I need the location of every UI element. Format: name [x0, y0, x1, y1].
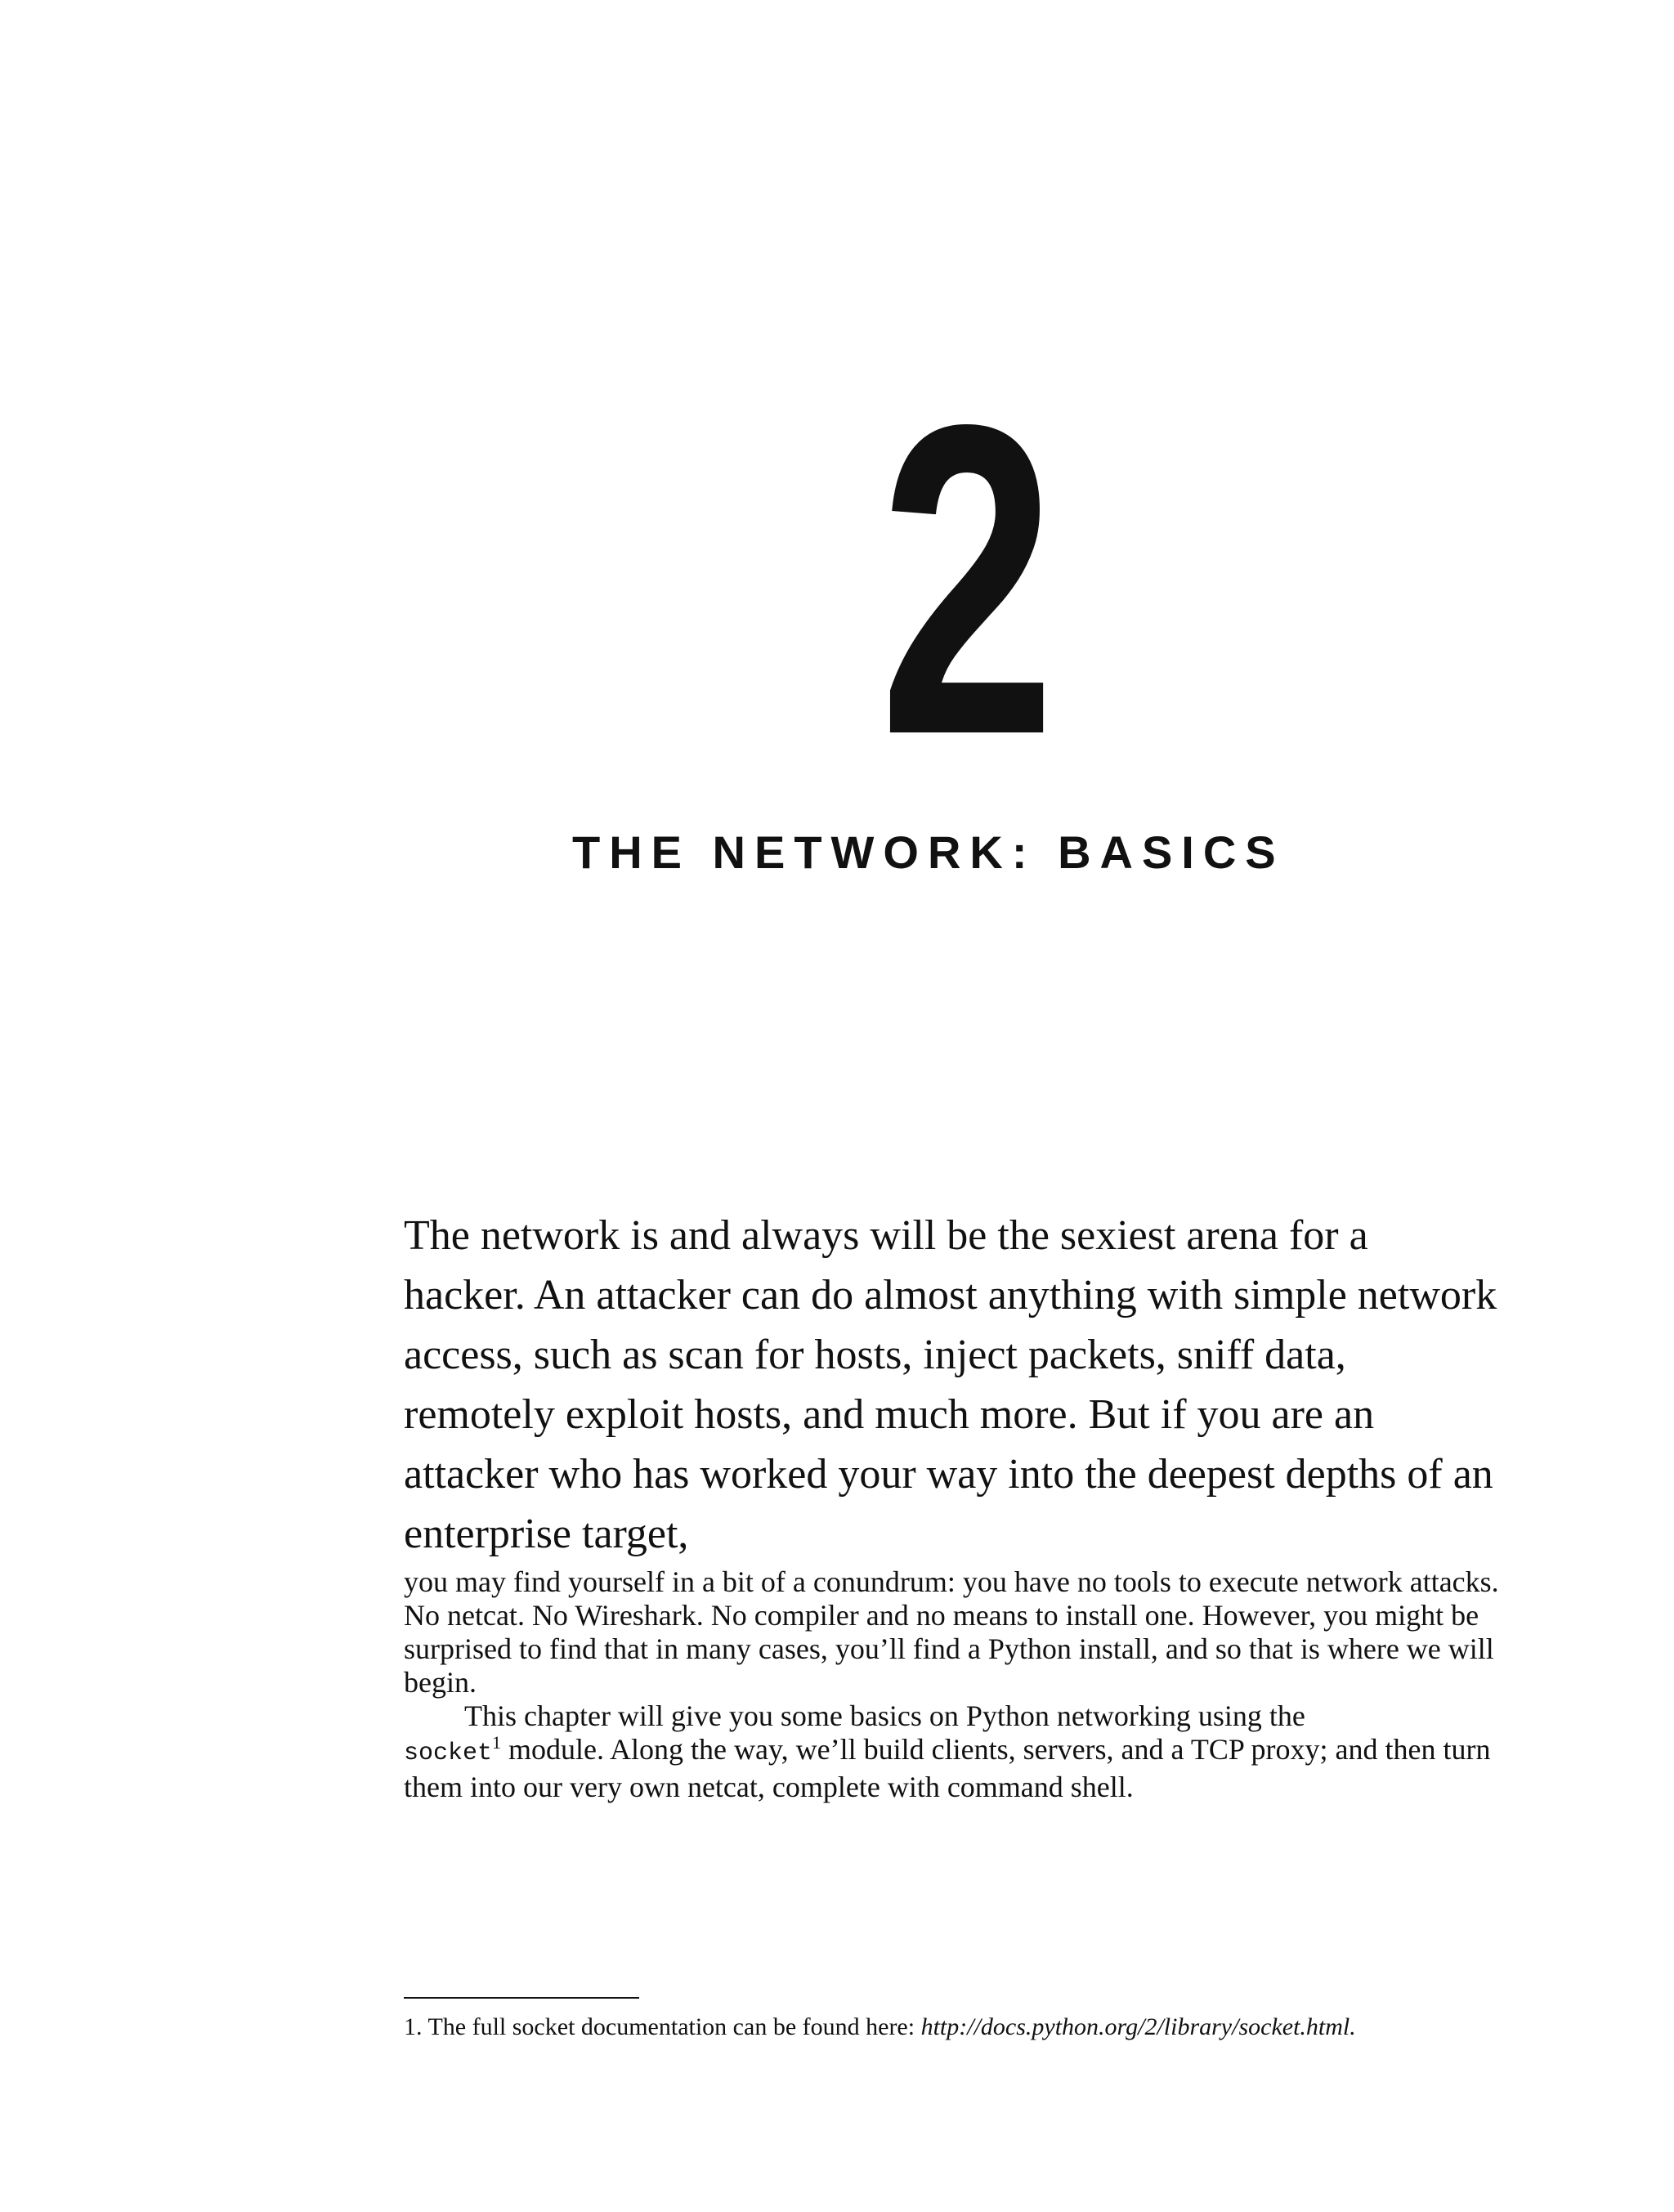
- footnote-url[interactable]: http://docs.python.org/2/library/socket.html.: [920, 2013, 1356, 2040]
- lead-paragraph: The network is and always will be the sexiest arena for a hacker. An attacker can do almost anything with simple network access, such as scan for hosts, inject packets, sniff data, remotely exploit hosts, and much more. But if you are an attacker who has worked your way into the deepest depths of an enterprise target,: [404, 1212, 1497, 1557]
- paragraph-lead-text: This chapter will give you some basics on Python networking using the: [464, 1699, 1305, 1732]
- chapter-number: 2: [879, 334, 1050, 826]
- footnote-reference[interactable]: 1: [492, 1732, 502, 1753]
- body-paragraph: you may find yourself in a bit of a conundrum: you have no tools to execute network attacks. No netcat. No Wireshark. No compiler and no means to install one. However, you might be surprised to find that in many cases, you’ll find a Python install, and so that is where we will begin.: [404, 1565, 1499, 1699]
- body-paragraph-socket: [404, 1699, 1499, 1804]
- body-text: [404, 1565, 1499, 1804]
- socket-code: socket: [404, 1740, 493, 1767]
- footnote-divider: [404, 1997, 639, 1999]
- footnote: [404, 2013, 1499, 2042]
- chapter-title: THE NETWORK: BASICS: [572, 826, 1285, 878]
- footnote-text: 1. The full socket documentation can be found here:: [404, 2013, 921, 2040]
- paragraph-rest-text: module. Along the way, we’ll build clients, servers, and a TCP proxy; and then turn them into our very own netcat, complete with command shell.: [404, 1733, 1491, 1803]
